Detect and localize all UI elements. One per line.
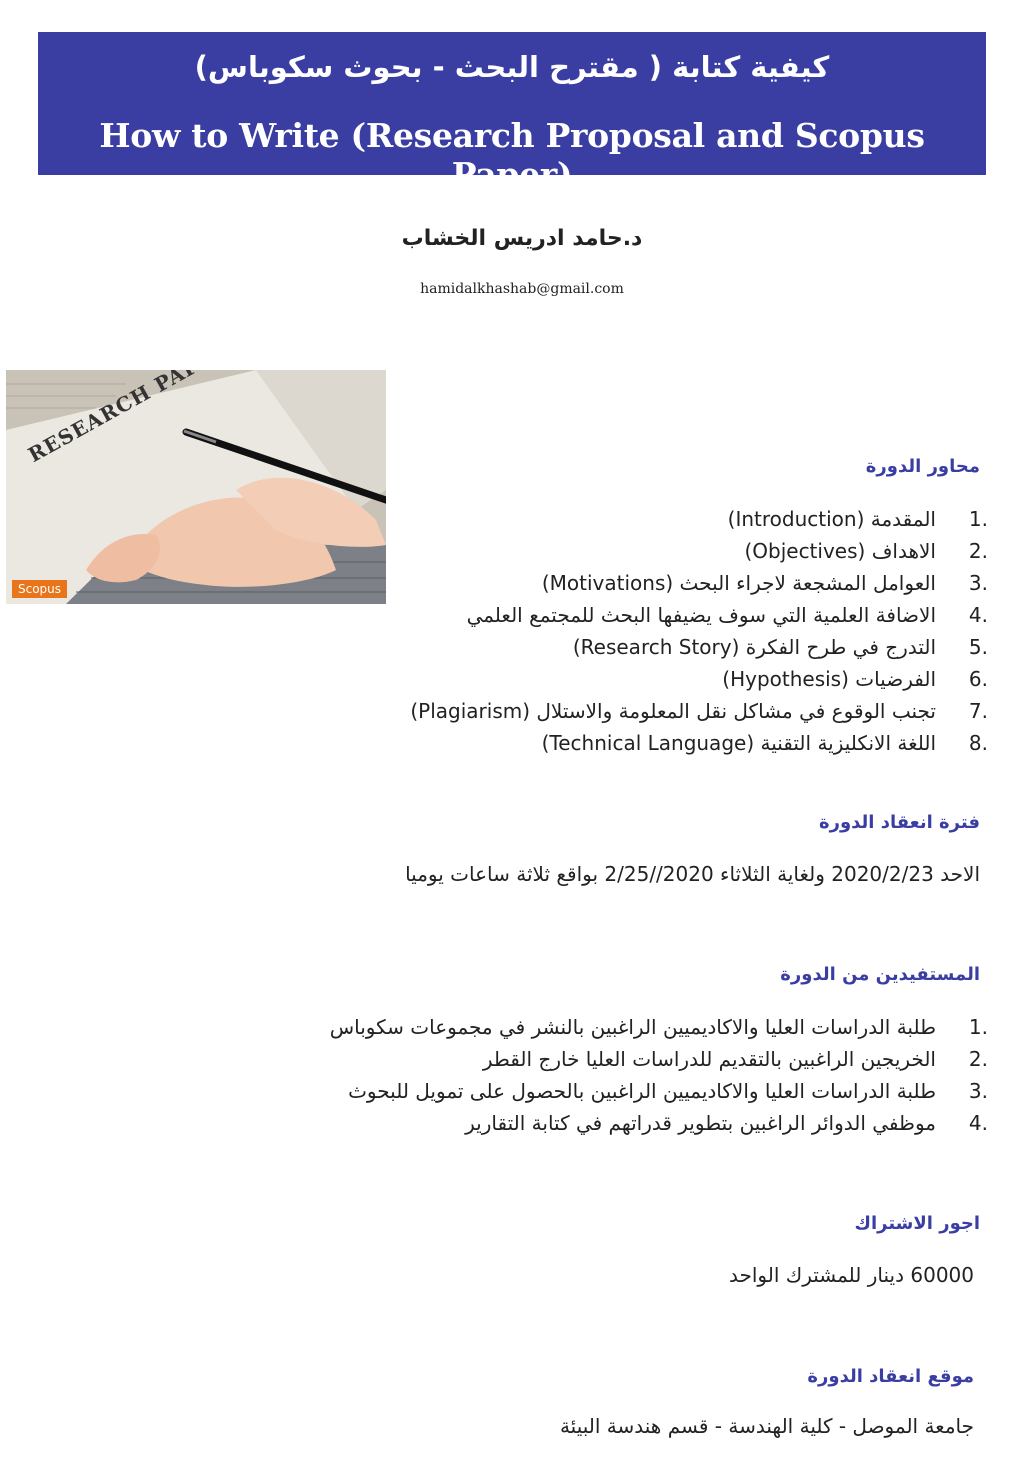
list-number: 4.: [968, 603, 988, 627]
list-text: الفرضيات (Hypothesis): [722, 667, 936, 691]
location-text: جامعة الموصل - كلية الهندسة - قسم هندسة البيئة: [559, 1414, 974, 1438]
title-arabic: كيفية كتابة ( مقترح البحث - بحوث سكوباس): [194, 50, 830, 84]
list-item: [330, 1107, 988, 1139]
list-text: موظفي الدوائر الراغبين بتطوير قدراتهم في كتابة التقارير: [465, 1111, 936, 1135]
list-item: [410, 631, 988, 663]
list-number: 7.: [968, 699, 988, 723]
title-english: How to Write (Research Proposal and Scopus Paper): [99, 116, 925, 194]
list-number: 2.: [968, 539, 988, 563]
scopus-badge: Scopus: [12, 580, 67, 598]
list-text: المقدمة (Introduction): [727, 507, 936, 531]
list-item: [330, 1043, 988, 1075]
list-text: اللغة الانكليزية التقنية (Technical Language): [541, 731, 936, 755]
topics-list: [410, 503, 988, 759]
list-item: [410, 599, 988, 631]
list-number: 3.: [968, 1079, 988, 1103]
list-item: [410, 695, 988, 727]
list-item: [410, 663, 988, 695]
list-item: [330, 1011, 988, 1043]
list-item: [410, 727, 988, 759]
period-text: الاحد 2020/2/23 ولغاية الثلاثاء 2020//2/25 بواقع ثلاثة ساعات يوميا: [405, 862, 980, 886]
period-heading: فترة انعقاد الدورة: [818, 812, 980, 833]
author-name: د.حامد ادريس الخشاب: [401, 226, 643, 251]
list-item: [410, 567, 988, 599]
list-text: الخريجين الراغبين بالتقديم للدراسات العليا خارج القطر: [482, 1047, 936, 1071]
fees-heading: اجور الاشتراك: [854, 1213, 980, 1234]
list-text: التدرج في طرح الفكرة (Research Story): [572, 635, 936, 659]
list-number: 4.: [968, 1111, 988, 1135]
research-paper-photo: [6, 370, 386, 604]
list-number: 2.: [968, 1047, 988, 1071]
list-text: العوامل المشجعة لاجراء البحث (Motivations): [541, 571, 936, 595]
list-text: الاهداف (Objectives): [744, 539, 936, 563]
list-number: 1.: [968, 1015, 988, 1039]
list-text: الاضافة العلمية التي سوف يضيفها البحث للمجتمع العلمي: [466, 603, 936, 627]
list-text: طلبة الدراسات العليا والاكاديميين الراغبين بالحصول على تمويل للبحوث: [348, 1079, 936, 1103]
beneficiaries-heading: المستفيدين من الدورة: [780, 964, 980, 985]
list-text: تجنب الوقوع في مشاكل نقل المعلومة والاستلال (Plagiarism): [410, 699, 936, 723]
location-heading: موقع انعقاد الدورة: [807, 1366, 974, 1387]
list-number: 8.: [968, 731, 988, 755]
fees-text: 60000 دينار للمشترك الواحد: [728, 1263, 974, 1287]
list-item: [330, 1075, 988, 1107]
list-number: 6.: [968, 667, 988, 691]
list-item: [410, 503, 988, 535]
title-banner: [38, 32, 986, 194]
list-number: 3.: [968, 571, 988, 595]
photo-illustration: [6, 370, 386, 604]
beneficiaries-list: [330, 1011, 988, 1139]
list-item: [410, 535, 988, 567]
list-number: 1.: [968, 507, 988, 531]
list-text: طلبة الدراسات العليا والاكاديميين الراغبين بالنشر في مجموعات سكوباس: [329, 1015, 936, 1039]
topics-heading: محاور الدورة: [865, 456, 980, 477]
author-email: hamidalkhashab@gmail.com: [420, 281, 624, 297]
list-number: 5.: [968, 635, 988, 659]
